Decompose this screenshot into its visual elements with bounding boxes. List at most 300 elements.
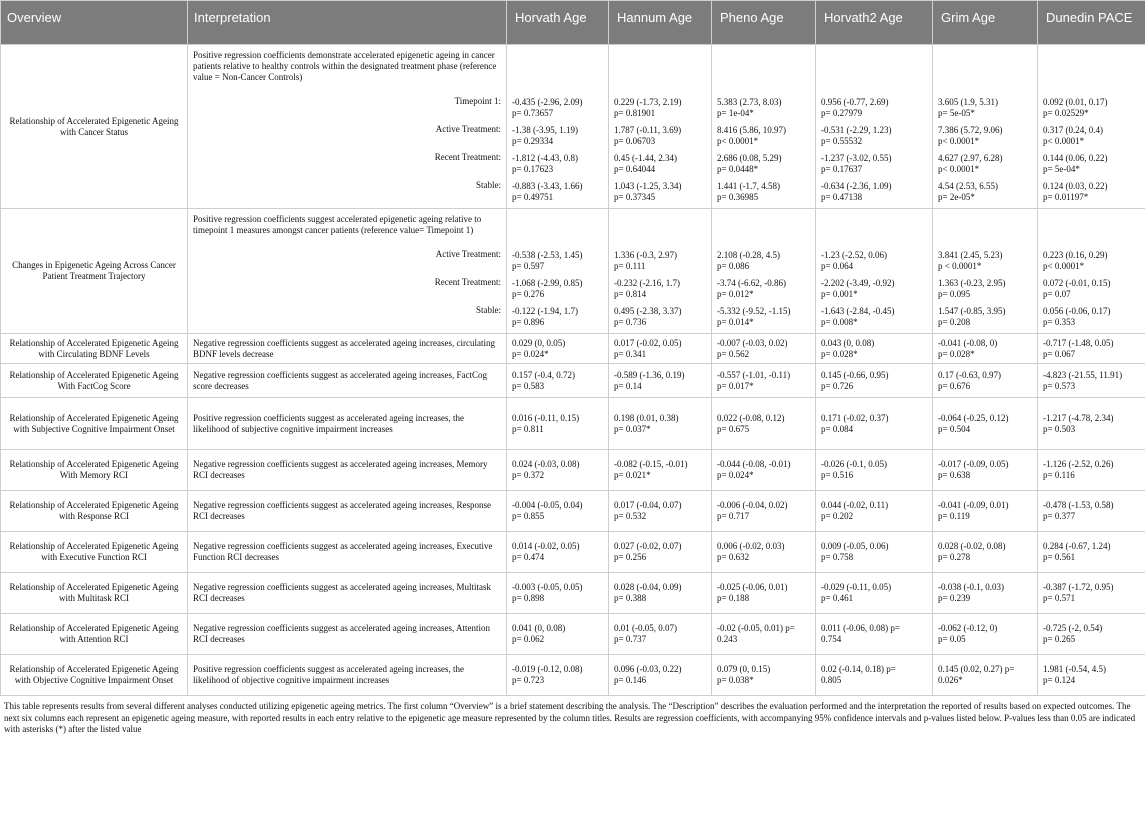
value-spacer	[614, 214, 706, 247]
coefficient: -0.082 (-0.15, -0.01)	[614, 459, 688, 469]
value-cell	[507, 209, 609, 334]
value-cell	[933, 491, 1038, 532]
p-value: p= 0.898	[512, 593, 545, 603]
coefficient: -0.025 (-0.06, 0.01)	[717, 582, 788, 592]
coefficient: -1.237 (-3.02, 0.55)	[821, 153, 892, 163]
value-block	[1043, 247, 1140, 331]
value-cell	[609, 209, 712, 334]
p-value: p= 0.461	[821, 593, 854, 603]
value-entry	[938, 275, 1032, 303]
p-value: p= 0.239	[938, 593, 971, 603]
p-value: p= 0.726	[821, 380, 854, 391]
coefficient: -0.531 (-2.29, 1.23)	[821, 125, 892, 135]
value-cell	[816, 532, 933, 573]
value-spacer	[938, 214, 1032, 247]
p-value: p= 0.028*	[821, 348, 858, 359]
value-entry	[821, 247, 927, 275]
coefficient: -0.883 (-3.43, 1.66)	[512, 181, 583, 191]
p-value: p= 0.17637	[821, 164, 863, 174]
p-value: p= 0.064	[821, 261, 854, 271]
p-value: p= 0.014*	[717, 317, 754, 327]
value-cell	[1038, 614, 1145, 655]
p-value: p= 0.723	[512, 675, 545, 685]
table-row	[1, 334, 1145, 364]
coefficient: 1.363 (-0.23, 2.95)	[938, 278, 1006, 288]
p-value: p< 0.0001*	[938, 136, 980, 146]
value-entry	[821, 150, 927, 178]
value-block	[512, 247, 603, 331]
value-cell	[816, 334, 933, 364]
overview-cell: Changes in Epigenetic Ageing Across Cancer Patient Treatment Trajectory	[1, 209, 188, 334]
p-value: p= 0.37345	[614, 192, 656, 202]
interpretation-cell: Positive regression coefficients suggest as accelerated ageing increases, the likelihood of subjective cognitive impairment increases	[188, 398, 507, 450]
coefficient: 2.108 (-0.28, 4.5)	[717, 250, 780, 260]
p-value: 0.243	[717, 634, 738, 644]
coefficient: 0.01 (-0.05, 0.07)	[614, 623, 677, 633]
value-block	[512, 94, 603, 206]
p-value: p= 5e-04*	[1043, 164, 1080, 174]
coefficient: 0.028 (-0.04, 0.09)	[614, 582, 682, 592]
coefficient: 0.223 (0.16, 0.29)	[1043, 250, 1108, 260]
coefficient: -1.643 (-2.84, -0.45)	[821, 306, 895, 316]
interpretation-cell	[188, 209, 507, 334]
p-value: p= 0.119	[938, 511, 970, 521]
value-entry	[1043, 150, 1140, 178]
p-value: p= 0.124	[1043, 675, 1076, 685]
coefficient: -0.019 (-0.12, 0.08)	[512, 664, 583, 674]
value-cell	[1038, 398, 1145, 450]
value-block	[614, 247, 706, 331]
interpretation-cell: Negative regression coefficients suggest as accelerated ageing increases, Multitask RCI decreases	[188, 573, 507, 614]
value-spacer	[1043, 50, 1140, 94]
value-cell	[609, 398, 712, 450]
value-entry	[717, 122, 810, 150]
value-block	[821, 94, 927, 206]
subrow-label: Stable:	[476, 179, 501, 190]
p-value: p= 0.276	[512, 289, 545, 299]
p-value: p= 0.562	[717, 348, 750, 359]
value-spacer	[821, 214, 927, 247]
p-value: p= 0.038*	[717, 675, 754, 685]
table-row	[1, 398, 1145, 450]
coefficient: 0.011 (-0.06, 0.08) p=	[821, 623, 900, 633]
p-value: p= 0.55532	[821, 136, 863, 146]
overview-cell: Relationship of Accelerated Epigenetic Ageing with Subjective Cognitive Impairment Onset	[1, 398, 188, 450]
column-header: Hannum Age	[609, 1, 712, 45]
table-row	[1, 209, 1145, 334]
value-cell	[712, 334, 816, 364]
coefficient: -1.217 (-4.78, 2.34)	[1043, 412, 1114, 423]
coefficient: 0.198 (0.01, 0.38)	[614, 412, 679, 423]
overview-cell: Relationship of Accelerated Epigenetic Ageing with Attention RCI	[1, 614, 188, 655]
coefficient: 0.092 (0.01, 0.17)	[1043, 97, 1108, 107]
column-header: Overview	[1, 1, 188, 45]
value-cell	[712, 573, 816, 614]
p-value: p= 0.736	[614, 317, 647, 327]
coefficient: -0.435 (-2.96, 2.09)	[512, 97, 583, 107]
value-entry	[614, 122, 706, 150]
column-header: Horvath Age	[507, 1, 609, 45]
value-entry	[614, 94, 706, 122]
table-row	[1, 45, 1145, 209]
coefficient: 8.416 (5.86, 10.97)	[717, 125, 786, 135]
value-cell	[609, 45, 712, 209]
coefficient: -0.717 (-1.48, 0.05)	[1043, 337, 1114, 348]
value-cell	[712, 614, 816, 655]
value-entry	[1043, 275, 1140, 303]
overview-cell: Relationship of Accelerated Epigenetic Ageing with Circulating BDNF Levels	[1, 334, 188, 364]
p-value: p= 0.737	[614, 634, 647, 644]
p-value: p= 0.811	[512, 423, 544, 434]
subrow-label: Recent Treatment:	[434, 276, 501, 287]
p-value: p= 0.028*	[938, 348, 975, 359]
value-cell	[712, 450, 816, 491]
p-value: p= 0.47138	[821, 192, 863, 202]
coefficient: -0.006 (-0.04, 0.02)	[717, 500, 788, 510]
coefficient: 0.171 (-0.02, 0.37)	[821, 412, 889, 423]
value-block	[717, 247, 810, 331]
value-spacer	[717, 50, 810, 94]
coefficient: 0.124 (0.03, 0.22)	[1043, 181, 1108, 191]
table-row	[1, 364, 1145, 398]
table-row	[1, 614, 1145, 655]
interpretation-text: Positive regression coefficients demonstrate accelerated epigenetic ageing in cancer patients relative to healthy controls within the designated treatment phase (reference value = Non-Cancer Controls)	[193, 50, 497, 82]
p-value: p= 0.855	[512, 511, 545, 521]
value-cell	[507, 398, 609, 450]
value-cell	[712, 532, 816, 573]
coefficient: -4.823 (-21.55, 11.91)	[1043, 369, 1123, 380]
value-cell	[816, 573, 933, 614]
coefficient: 0.145 (-0.66, 0.95)	[821, 369, 889, 380]
coefficient: -0.041 (-0.08, 0)	[938, 337, 998, 348]
value-cell	[933, 573, 1038, 614]
value-entry	[512, 275, 603, 303]
p-value: p= 0.021*	[614, 470, 651, 480]
p-value: p= 2e-05*	[938, 192, 975, 202]
value-cell	[933, 209, 1038, 334]
value-cell	[816, 364, 933, 398]
p-value: p= 0.516	[821, 470, 854, 480]
value-entry	[512, 247, 603, 275]
value-entry	[821, 275, 927, 303]
interpretation-cell: Negative regression coefficients suggest as accelerated ageing increases, circulating BDNF levels decrease	[188, 334, 507, 364]
p-value: p= 0.01197*	[1043, 192, 1089, 202]
value-block	[717, 94, 810, 206]
coefficient: 0.284 (-0.67, 1.24)	[1043, 541, 1111, 551]
value-cell	[609, 364, 712, 398]
value-spacer	[717, 214, 810, 247]
overview-cell: Relationship of Accelerated Epigenetic Ageing with Multitask RCI	[1, 573, 188, 614]
value-entry	[821, 303, 927, 331]
coefficient: -0.003 (-0.05, 0.05)	[512, 582, 583, 592]
p-value: p= 0.388	[614, 593, 647, 603]
value-entry	[938, 178, 1032, 206]
value-entry	[512, 122, 603, 150]
value-cell	[712, 45, 816, 209]
p-value: p= 0.062	[512, 634, 545, 644]
interpretation-cell: Negative regression coefficients suggest as accelerated ageing increases, Response RCI decreases	[188, 491, 507, 532]
p-value: p= 0.676	[938, 380, 971, 391]
coefficient: 1.547 (-0.85, 3.95)	[938, 306, 1006, 316]
column-header: Grim Age	[933, 1, 1038, 45]
value-cell	[507, 614, 609, 655]
coefficient: -0.232 (-2.16, 1.7)	[614, 278, 680, 288]
value-entry	[614, 303, 706, 331]
p-value: p= 0.278	[938, 552, 971, 562]
coefficient: -0.725 (-2, 0.54)	[1043, 623, 1103, 633]
value-cell	[609, 532, 712, 573]
p-value: p= 0.573	[1043, 380, 1076, 391]
p-value: p= 0.36985	[717, 192, 759, 202]
coefficient: 1.441 (-1.7, 4.58)	[717, 181, 780, 191]
interpretation-cell: Negative regression coefficients suggest as accelerated ageing increases, Executive Function RCI decreases	[188, 532, 507, 573]
coefficient: 0.072 (-0.01, 0.15)	[1043, 278, 1111, 288]
interpretation-cell: Positive regression coefficients suggest as accelerated ageing increases, the likelihood of objective cognitive impairment increases	[188, 655, 507, 696]
column-header: Interpretation	[188, 1, 507, 45]
column-header: Pheno Age	[712, 1, 816, 45]
p-value: p= 0.571	[1043, 593, 1076, 603]
coefficient: 0.024 (-0.03, 0.08)	[512, 459, 580, 469]
p-value: p= 0.146	[614, 675, 647, 685]
value-cell	[507, 491, 609, 532]
p-value: p= 0.008*	[821, 317, 858, 327]
p-value: p < 0.0001*	[938, 261, 982, 271]
value-entry	[717, 247, 810, 275]
coefficient: 1.336 (-0.3, 2.97)	[614, 250, 677, 260]
table-row	[1, 573, 1145, 614]
coefficient: -1.38 (-3.95, 1.19)	[512, 125, 578, 135]
value-block	[614, 94, 706, 206]
coefficient: -0.026 (-0.1, 0.05)	[821, 459, 887, 469]
p-value: 0.026*	[938, 675, 963, 685]
coefficient: 4.54 (2.53, 6.55)	[938, 181, 998, 191]
p-value: p= 0.532	[614, 511, 647, 521]
p-value: p< 0.0001*	[717, 136, 759, 146]
value-cell	[1038, 655, 1145, 696]
p-value: p= 0.638	[938, 470, 971, 480]
p-value: p= 0.896	[512, 317, 545, 327]
p-value: p= 0.188	[717, 593, 750, 603]
coefficient: 1.981 (-0.54, 4.5)	[1043, 664, 1106, 674]
value-cell	[1038, 334, 1145, 364]
subrow-label: Recent Treatment:	[434, 151, 501, 162]
value-entry	[1043, 303, 1140, 331]
coefficient: -0.387 (-1.72, 0.95)	[1043, 582, 1114, 592]
p-value: p= 0.49751	[512, 192, 554, 202]
p-value: p< 0.0001*	[1043, 136, 1085, 146]
coefficient: 0.027 (-0.02, 0.07)	[614, 541, 682, 551]
p-value: p= 0.814	[614, 289, 647, 299]
coefficient: -0.007 (-0.03, 0.02)	[717, 337, 788, 348]
value-entry	[717, 303, 810, 331]
p-value: p= 0.503	[1043, 423, 1076, 434]
value-cell	[712, 209, 816, 334]
value-cell	[816, 45, 933, 209]
value-cell	[609, 573, 712, 614]
p-value: p= 0.012*	[717, 289, 754, 299]
coefficient: -0.029 (-0.11, 0.05)	[821, 582, 892, 592]
value-cell	[1038, 450, 1145, 491]
value-cell	[816, 614, 933, 655]
coefficient: 0.157 (-0.4, 0.72)	[512, 369, 575, 380]
value-entry	[512, 178, 603, 206]
p-value: p= 0.02529*	[1043, 108, 1089, 118]
value-cell	[816, 398, 933, 450]
p-value: p= 0.372	[512, 470, 545, 480]
value-entry	[1043, 122, 1140, 150]
p-value: p= 5e-05*	[938, 108, 975, 118]
subrow-label: Active Treatment:	[435, 248, 501, 259]
coefficient: 0.056 (-0.06, 0.17)	[1043, 306, 1111, 316]
value-cell	[609, 614, 712, 655]
coefficient: -0.062 (-0.12, 0)	[938, 623, 998, 633]
coefficient: 0.144 (0.06, 0.22)	[1043, 153, 1108, 163]
value-entry	[938, 150, 1032, 178]
value-spacer	[821, 50, 927, 94]
column-header: Dunedin PACE	[1038, 1, 1145, 45]
value-block	[1043, 94, 1140, 206]
table-row	[1, 491, 1145, 532]
coefficient: 0.044 (-0.02, 0.11)	[821, 500, 889, 510]
interpretation-text: Positive regression coefficients suggest accelerated epigenetic ageing relative to timepoint 1 measures amongst cancer patients (reference value= Timepoint 1)	[193, 214, 482, 235]
p-value: p= 0.024*	[512, 348, 549, 359]
value-entry	[717, 94, 810, 122]
value-cell	[933, 45, 1038, 209]
value-cell	[933, 364, 1038, 398]
value-cell	[507, 45, 609, 209]
subrow-label: Stable:	[476, 304, 501, 315]
value-entry	[938, 122, 1032, 150]
coefficient: 0.079 (0, 0.15)	[717, 664, 771, 674]
coefficient: 0.041 (0, 0.08)	[512, 623, 566, 633]
p-value: p< 0.0001*	[938, 164, 980, 174]
value-cell	[609, 491, 712, 532]
p-value: p= 0.037*	[614, 423, 651, 434]
p-value: p= 0.208	[938, 317, 971, 327]
coefficient: 0.017 (-0.02, 0.05)	[614, 337, 682, 348]
value-entry	[614, 150, 706, 178]
value-entry	[614, 178, 706, 206]
p-value: p= 0.377	[1043, 511, 1076, 521]
coefficient: 0.043 (0, 0.08)	[821, 337, 875, 348]
overview-cell: Relationship of Accelerated Epigenetic Ageing with Response RCI	[1, 491, 188, 532]
p-value: p= 0.353	[1043, 317, 1076, 327]
value-entry	[1043, 94, 1140, 122]
coefficient: 0.017 (-0.04, 0.07)	[614, 500, 682, 510]
coefficient: -0.122 (-1.94, 1.7)	[512, 306, 578, 316]
p-value: p= 0.14	[614, 380, 642, 391]
value-cell	[1038, 364, 1145, 398]
value-entry	[938, 247, 1032, 275]
value-cell	[507, 334, 609, 364]
coefficient: 1.043 (-1.25, 3.34)	[614, 181, 682, 191]
p-value: p= 0.095	[938, 289, 971, 299]
subrow-label: Active Treatment:	[435, 123, 501, 134]
p-value: 0.754	[821, 634, 842, 644]
value-entry	[614, 247, 706, 275]
p-value: p= 0.29334	[512, 136, 554, 146]
value-cell	[816, 209, 933, 334]
value-entry	[821, 178, 927, 206]
column-header: Horvath2 Age	[816, 1, 933, 45]
value-spacer	[1043, 214, 1140, 247]
p-value: p= 0.81901	[614, 108, 656, 118]
coefficient: 0.317 (0.24, 0.4)	[1043, 125, 1103, 135]
value-cell	[816, 450, 933, 491]
table-row	[1, 450, 1145, 491]
coefficient: -1.126 (-2.52, 0.26)	[1043, 459, 1114, 469]
overview-cell: Relationship of Accelerated Epigenetic Ageing with Objective Cognitive Impairment Onset	[1, 655, 188, 696]
value-entry	[1043, 247, 1140, 275]
interpretation-cell: Negative regression coefficients suggest as accelerated ageing increases, Attention RCI decreases	[188, 614, 507, 655]
p-value: p= 0.583	[512, 380, 545, 391]
coefficient: 0.956 (-0.77, 2.69)	[821, 97, 889, 107]
value-cell	[1038, 45, 1145, 209]
p-value: p= 0.017*	[717, 380, 754, 391]
coefficient: -0.044 (-0.08, -0.01)	[717, 459, 791, 469]
coefficient: 0.229 (-1.73, 2.19)	[614, 97, 682, 107]
p-value: p= 0.675	[717, 423, 750, 434]
value-block	[938, 94, 1032, 206]
value-spacer	[512, 50, 603, 94]
value-cell	[933, 614, 1038, 655]
value-entry	[512, 303, 603, 331]
p-value: p= 0.73657	[512, 108, 554, 118]
value-cell	[609, 655, 712, 696]
p-value: p= 0.116	[1043, 470, 1075, 480]
p-value: p= 0.17623	[512, 164, 554, 174]
value-cell	[1038, 573, 1145, 614]
p-value: 0.805	[821, 675, 842, 685]
p-value: p< 0.0001*	[1043, 261, 1085, 271]
interpretation-cell: Negative regression coefficients suggest as accelerated ageing increases, FactCog score decreases	[188, 364, 507, 398]
value-cell	[609, 334, 712, 364]
table-body	[1, 45, 1145, 696]
p-value: p= 0.111	[614, 261, 646, 271]
subrow-label: Timepoint 1:	[454, 95, 501, 106]
p-value: p= 1e-04*	[717, 108, 754, 118]
coefficient: 3.841 (2.45, 5.23)	[938, 250, 1003, 260]
value-cell	[507, 573, 609, 614]
coefficient: 1.787 (-0.11, 3.69)	[614, 125, 682, 135]
value-cell	[816, 655, 933, 696]
coefficient: 5.383 (2.73, 8.03)	[717, 97, 782, 107]
value-cell	[712, 398, 816, 450]
p-value: p= 0.084	[821, 423, 854, 434]
coefficient: 0.022 (-0.08, 0.12)	[717, 412, 785, 423]
value-cell	[933, 532, 1038, 573]
table-caption: This table represents results from several different analyses conducted utilizing epigenetic ageing metrics. The first column “Overview” is a brief statement describing the analysis. The “Description” describes the evaluation performed and the interpretation the reported of results based on expected outcomes. The next six columns each represent an epigenetic ageing measure, with reported results in each entry relative to the epigenetic age measure represented by the column titles. Results are regression coefficients, with accompanying 95% confidence intervals and p-values listed below. P-values less than 0.05 are indicated with asterisks (*) after the listed value	[4, 701, 1136, 734]
value-spacer	[938, 50, 1032, 94]
value-entry	[717, 275, 810, 303]
coefficient: 3.605 (1.9, 5.31)	[938, 97, 998, 107]
value-cell	[712, 655, 816, 696]
value-cell	[507, 655, 609, 696]
value-block	[821, 247, 927, 331]
p-value: p= 0.341	[614, 348, 647, 359]
p-value: p= 0.024*	[717, 470, 754, 480]
p-value: p= 0.27979	[821, 108, 863, 118]
value-entry	[821, 122, 927, 150]
coefficient: 0.45 (-1.44, 2.34)	[614, 153, 677, 163]
value-entry	[938, 303, 1032, 331]
value-entry	[821, 94, 927, 122]
value-entry	[512, 94, 603, 122]
coefficient: 7.386 (5.72, 9.06)	[938, 125, 1003, 135]
value-entry	[717, 150, 810, 178]
value-cell	[933, 450, 1038, 491]
value-cell	[1038, 491, 1145, 532]
